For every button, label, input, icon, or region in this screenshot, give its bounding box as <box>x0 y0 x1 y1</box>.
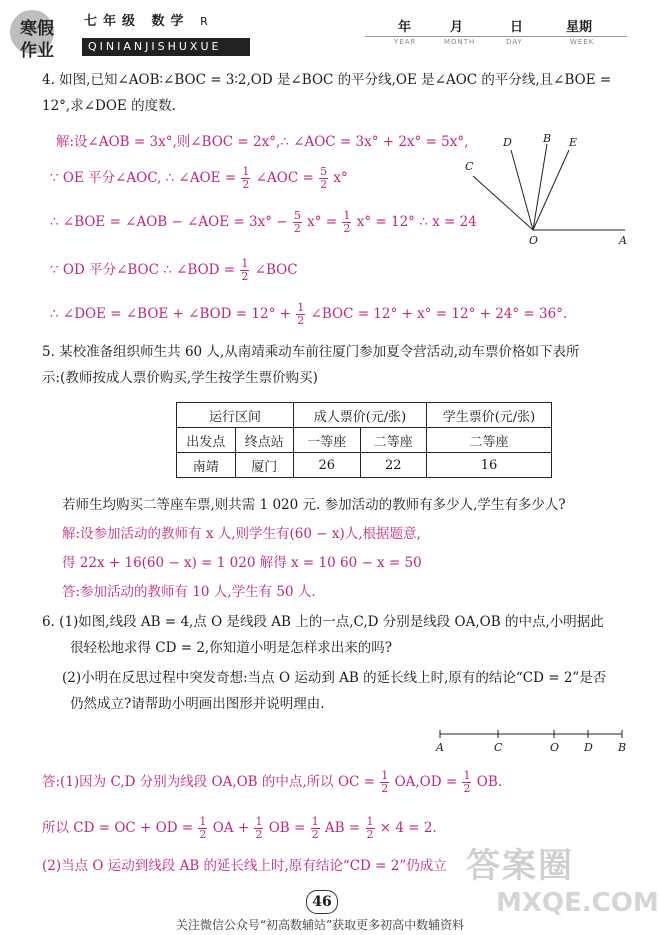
fraction: $\frac{1}{2}$ <box>366 815 374 841</box>
q4-line1: 4. 如图,已知∠AOB∶∠BOC = 3∶2,OD 是∠BOC 的平分线,OE 是∠AOC 的平分线,且∠BOE = <box>42 72 612 88</box>
cell-from: 南靖 <box>177 453 236 478</box>
label-a: A <box>619 234 627 247</box>
q6-line4: 仍然成立?请帮助小明画出图形并说明理由. <box>70 696 325 712</box>
q6-line2: 很轻松地求得 CD = 2,你知道小明是怎样求出来的吗? <box>70 640 392 656</box>
angle-figure <box>455 130 635 250</box>
label-b: B <box>543 132 552 145</box>
book-title: 七年级 数学 R <box>84 14 208 29</box>
header-interval: 运行区间 <box>177 403 294 428</box>
ray-od <box>511 150 533 230</box>
table-row <box>177 428 552 453</box>
badge-bottom-text: 作业 <box>20 41 54 61</box>
watermark-logo: 答案圈 <box>466 846 574 886</box>
q4-step1: 解:设∠AOB = 3x°,则∠BOC = 2x°,∴ ∠AOC = 3x° + 2x° = 5x°, <box>56 134 469 150</box>
header-date-line <box>365 36 627 37</box>
year-en: YEAR <box>394 38 417 46</box>
point-a: A <box>436 741 444 754</box>
footer-text: 关注微信公众号“初高数辅站”获取更多初高中数辅资料 <box>175 918 465 932</box>
header-first-class: 一等座 <box>294 428 361 453</box>
q4-line2: 12°,求∠DOE 的度数. <box>42 98 176 114</box>
fraction: $\frac{1}{2}$ <box>463 769 471 795</box>
label-c: C <box>465 160 474 173</box>
q5-answer1: 解:设参加活动的教师有 x 人,则学生有(60 − x)人,根据题意, <box>62 526 421 542</box>
fraction: $\frac{5}{2}$ <box>293 209 301 235</box>
point-b: B <box>618 741 627 754</box>
header-to: 终点站 <box>235 428 294 453</box>
date-day-label: 日 <box>510 20 524 35</box>
ray-oe <box>533 150 569 230</box>
q4-step4: ∵ OD 平分∠BOC ∴ ∠BOD = $\frac{1}{2}$ ∠BOC <box>50 257 298 283</box>
q6-line1: 6. (1)如图,线段 AB = 4,点 O 是线段 AB 上的一点,C,D 分别是线段 OA,OB 的中点,小明据此 <box>42 614 604 630</box>
header-badge <box>8 6 80 62</box>
week-en: WEEK <box>570 38 595 46</box>
fraction: $\frac{1}{2}$ <box>343 209 351 235</box>
q4-step2: ∵ OE 平分∠AOC, ∴ ∠AOE = $\frac{1}{2}$ ∠AOC = $\frac{5}{2}$ x° <box>50 165 348 191</box>
q4-step5: ∴ ∠DOE = ∠BOE + ∠BOD = 12° + $\frac{1}{2}$ ∠BOC = 12° + x° = 12° + 24° = 36°. <box>50 301 568 327</box>
q5-line1: 5. 某校准备组织师生共 60 人,从南靖乘动车前往厦门参加夏令营活动,动车票价格如下表所 <box>42 344 580 360</box>
q6-answer3: (2)当点 O 运动到线段 AB 的延长线上时,原有结论“CD = 2”仍成立 <box>42 858 447 874</box>
q5-answer3: 答:参加活动的教师有 10 人,学生有 50 人. <box>62 584 316 600</box>
label-d: D <box>503 136 512 149</box>
cell-to: 厦门 <box>235 453 294 478</box>
fare-table <box>176 402 552 478</box>
q5-question: 若师生均购买二等座车票,则共需 1 020 元. 参加活动的教师有多少人,学生有多少人? <box>62 497 566 513</box>
fraction: $\frac{1}{2}$ <box>297 301 305 327</box>
fraction: $\frac{1}{2}$ <box>381 769 389 795</box>
badge-top-text: 寒假 <box>20 19 54 39</box>
date-year-label: 年 <box>398 20 412 35</box>
header-student-second: 二等座 <box>427 428 552 453</box>
q6-answer2: 所以 CD = OC + OD = $\frac{1}{2}$ OA + $\frac{1}{2}$ OB = $\frac{1}{2}$ AB = $\frac{1}{2}$ × 4 = 2. <box>42 815 437 841</box>
q5-answer2: 得 22x + 16(60 − x) = 1 020 解得 x = 10 60 − x = 50 <box>62 555 422 571</box>
page-number: 46 <box>306 890 338 914</box>
day-en: DAY <box>506 38 523 46</box>
cell-first: 26 <box>294 453 361 478</box>
fraction: $\frac{5}{2}$ <box>320 165 328 191</box>
point-c: C <box>494 741 503 754</box>
header-from: 出发点 <box>177 428 236 453</box>
fraction: $\frac{1}{2}$ <box>241 257 249 283</box>
q6-answer1: 答:(1)因为 C,D 分别为线段 OA,OB 的中点,所以 OC = $\frac{1}{2}$ OA,OD = $\frac{1}{2}$ OB. <box>42 769 503 795</box>
header-adult: 成人票价(元/张) <box>294 403 427 428</box>
table-row <box>177 403 552 428</box>
ray-oc <box>473 176 533 230</box>
point-d: D <box>584 741 593 754</box>
ray-ob <box>533 144 547 230</box>
date-month-label: 月 <box>450 20 464 35</box>
fraction: $\frac{1}{2}$ <box>199 815 207 841</box>
fraction: $\frac{1}{2}$ <box>311 815 319 841</box>
fraction: $\frac{1}{2}$ <box>255 815 263 841</box>
watermark-url: MXQE.COM <box>496 888 659 918</box>
header-second-class: 二等座 <box>360 428 427 453</box>
q5-line2: 示:(教师按成人票价购买,学生按学生票价购买) <box>42 370 318 386</box>
q6-line3: (2)小明在反思过程中突发奇想:当点 O 运动到 AB 的延长线上时,原有的结论“CD = 2”是否 <box>62 670 607 686</box>
cell-second: 22 <box>360 453 427 478</box>
month-en: MONTH <box>444 38 476 46</box>
segment-figure <box>432 726 632 756</box>
header-student: 学生票价(元/张) <box>427 403 552 428</box>
fraction: $\frac{1}{2}$ <box>242 165 250 191</box>
label-e: E <box>569 136 578 149</box>
q4-step3: ∴ ∠BOE = ∠AOB − ∠AOE = 3x° − $\frac{5}{2}$ x° = $\frac{1}{2}$ x° = 12° ∴ x = 24 <box>50 209 477 235</box>
table-row <box>177 453 552 478</box>
pinyin-bar: QINIANJISHUXUE <box>82 38 250 56</box>
label-o: O <box>529 234 539 247</box>
date-week-label: 星期 <box>566 20 593 35</box>
point-o: O <box>550 741 560 754</box>
cell-student: 16 <box>427 453 552 478</box>
